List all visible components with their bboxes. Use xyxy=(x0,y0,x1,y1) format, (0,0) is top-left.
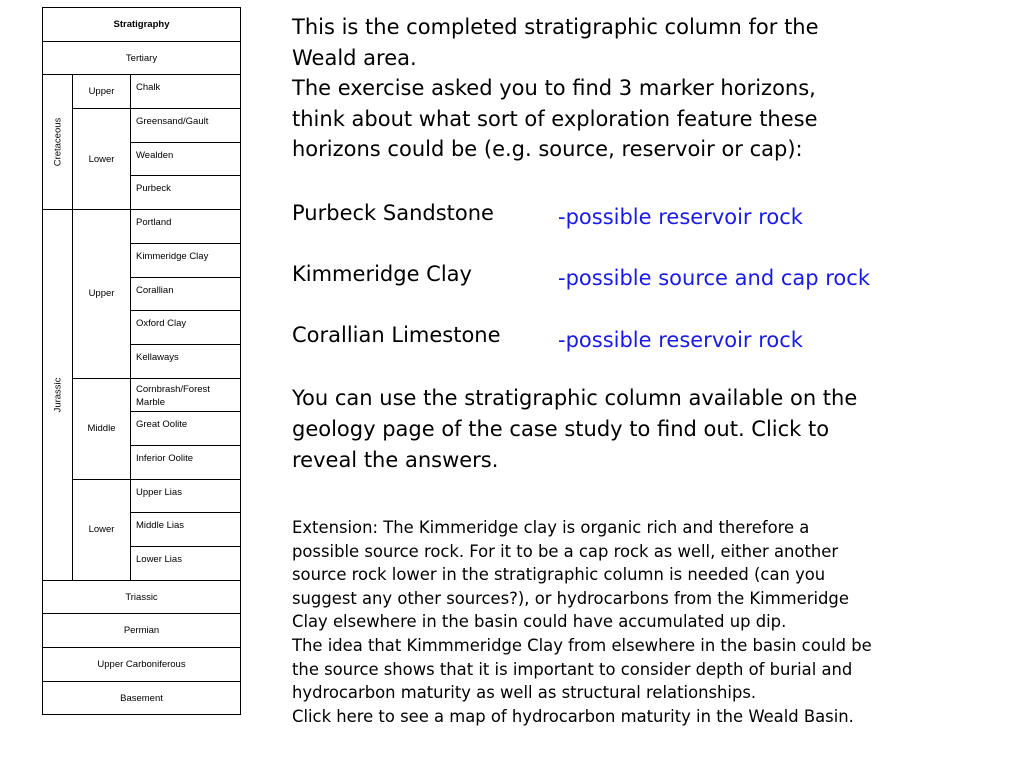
formation-wealden: Wealden xyxy=(131,142,241,176)
extension-line: The idea that Kimmmeridge Clay from elsewhere in the basin could be xyxy=(292,635,872,655)
formation-oxford-clay: Oxford Clay xyxy=(131,311,241,345)
period-tertiary: Tertiary xyxy=(43,41,241,75)
advice-line: You can use the stratigraphic column available on the xyxy=(292,386,858,410)
extension-text xyxy=(292,516,972,728)
epoch-jurassic-lower: Lower xyxy=(73,479,131,580)
horizon-purbeck-sandstone: Purbeck Sandstone xyxy=(292,201,494,225)
column-header: Stratigraphy xyxy=(43,8,241,42)
formation-chalk: Chalk xyxy=(131,75,241,109)
period-jurassic xyxy=(43,210,73,581)
advice-line: geology page of the case study to find out. Click to xyxy=(292,417,830,441)
extension-line: the source shows that it is important to consider depth of burial and xyxy=(292,659,853,679)
epoch-cretaceous-upper: Upper xyxy=(73,75,131,109)
formation-greensand-gault: Greensand/Gault xyxy=(131,109,241,143)
formation-kimmeridge-clay: Kimmeridge Clay xyxy=(131,243,241,277)
extension-line: source rock lower in the stratigraphic column is needed (can you xyxy=(292,565,826,585)
formation-great-oolite: Great Oolite xyxy=(131,412,241,446)
period-triassic: Triassic xyxy=(43,580,241,614)
formation-portland: Portland xyxy=(131,210,241,244)
period-cretaceous-label: Cretaceous xyxy=(52,117,63,167)
answer-kimmeridge-clay[interactable]: -possible source and cap rock xyxy=(558,266,870,290)
extension-line: Extension: The Kimmeridge clay is organic rich and therefore a xyxy=(292,518,810,537)
advice-line: reveal the answers. xyxy=(292,448,499,472)
period-cretaceous xyxy=(43,75,73,210)
intro-line: This is the completed stratigraphic column for the xyxy=(292,15,819,39)
intro-line: horizons could be (e.g. source, reservoir or cap): xyxy=(292,137,803,161)
extension-line: hydrocarbon maturity as well as structural relationships. xyxy=(292,683,757,703)
basement: Basement xyxy=(43,681,241,715)
stratigraphic-column xyxy=(42,7,241,715)
formation-upper-lias: Upper Lias xyxy=(131,479,241,513)
formation-lower-lias: Lower Lias xyxy=(131,547,241,581)
formation-inferior-oolite: Inferior Oolite xyxy=(131,445,241,479)
period-upper-carboniferous: Upper Carboniferous xyxy=(43,648,241,682)
formation-purbeck: Purbeck xyxy=(131,176,241,210)
epoch-cretaceous-lower: Lower xyxy=(73,109,131,210)
epoch-jurassic-upper: Upper xyxy=(73,210,131,378)
extension-line: suggest any other sources?), or hydrocarbons from the Kimmeridge xyxy=(292,588,849,608)
advice-text[interactable] xyxy=(292,383,972,476)
intro-text xyxy=(292,12,992,165)
maturity-map-link[interactable]: Click here to see a map of hydrocarbon maturity in the Weald Basin. xyxy=(292,706,854,726)
extension-line: Clay elsewhere in the basin could have accumulated up dip. xyxy=(292,612,787,632)
intro-line: The exercise asked you to find 3 marker horizons, xyxy=(292,76,816,100)
horizon-corallian-limestone: Corallian Limestone xyxy=(292,323,501,347)
intro-line: think about what sort of exploration feature these xyxy=(292,106,818,131)
extension-line: possible source rock. For it to be a cap rock as well, either another xyxy=(292,541,839,561)
epoch-jurassic-middle: Middle xyxy=(73,378,131,479)
intro-line: Weald area. xyxy=(292,45,417,70)
formation-cornbrash-forest-marble: Cornbrash/Forest Marble xyxy=(131,378,241,412)
formation-corallian: Corallian xyxy=(131,277,241,311)
horizon-kimmeridge-clay: Kimmeridge Clay xyxy=(292,262,472,286)
answer-purbeck-sandstone[interactable]: -possible reservoir rock xyxy=(558,205,803,229)
formation-kellaways: Kellaways xyxy=(131,344,241,378)
answer-corallian-limestone[interactable]: -possible reservoir rock xyxy=(558,328,803,352)
period-jurassic-label: Jurassic xyxy=(52,377,63,413)
formation-middle-lias: Middle Lias xyxy=(131,513,241,547)
period-permian: Permian xyxy=(43,614,241,648)
